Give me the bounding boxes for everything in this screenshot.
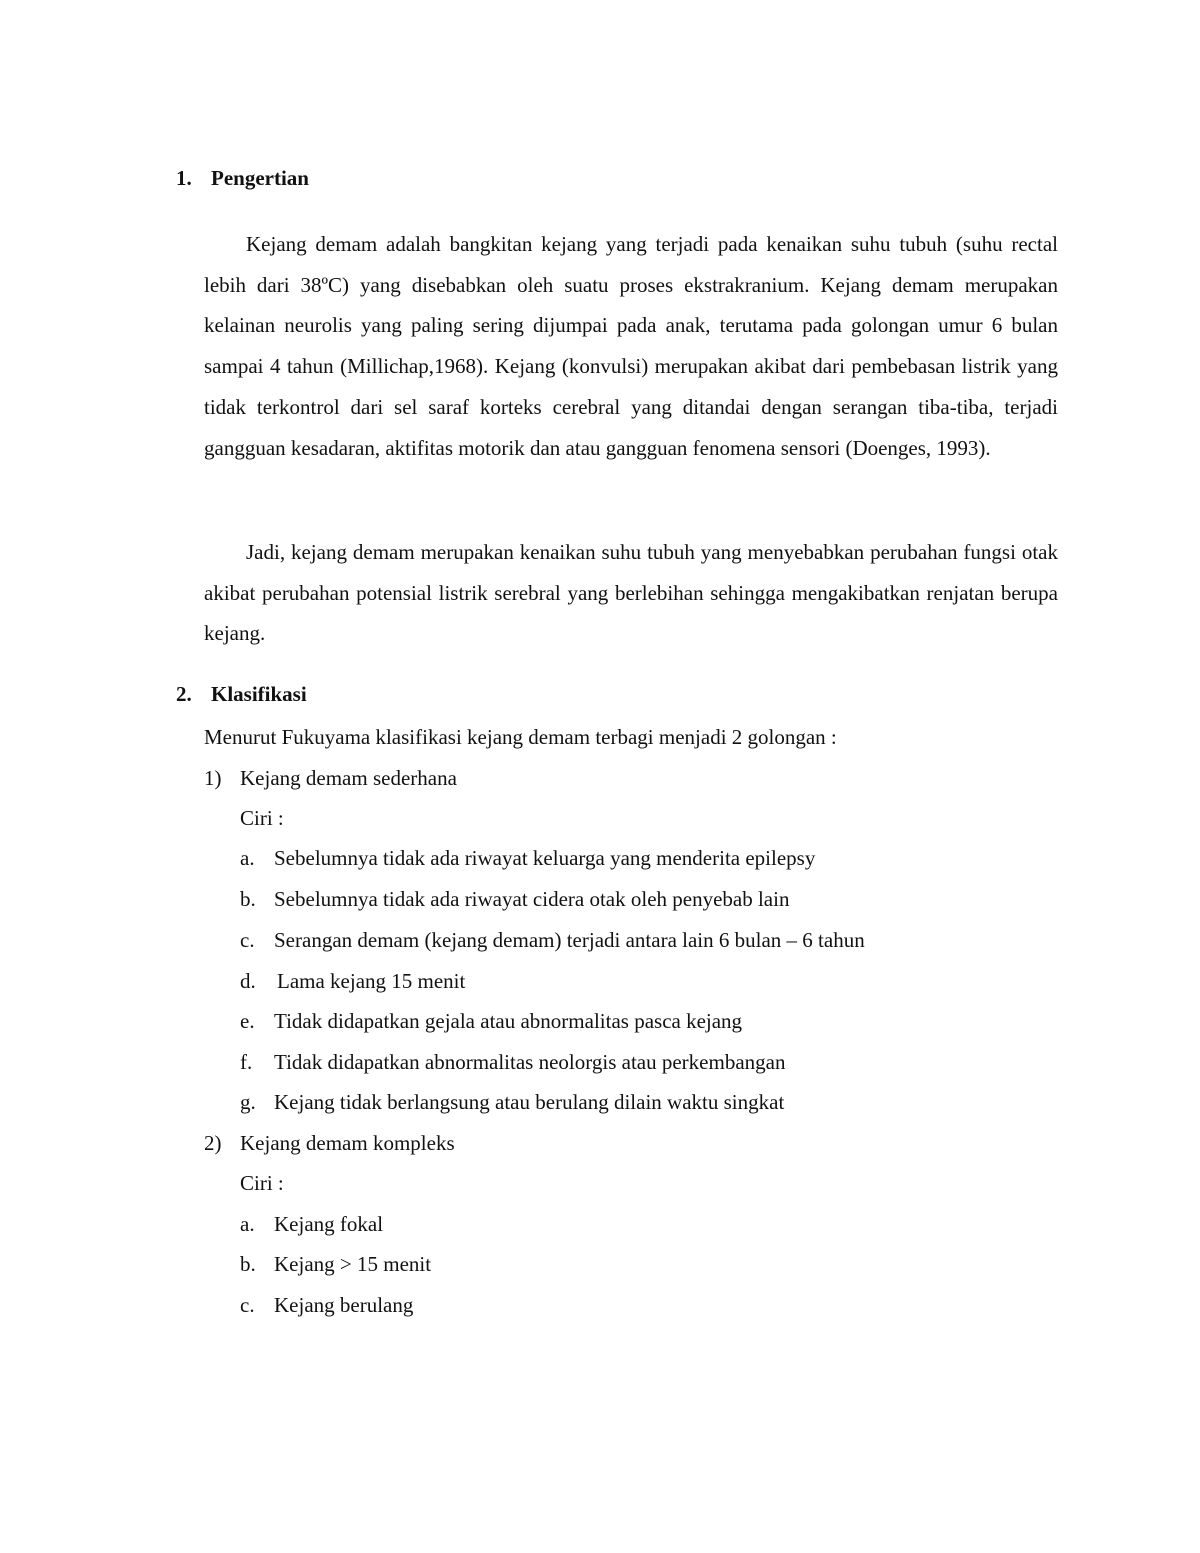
paragraph-text: Jadi, kejang demam merupakan kenaikan suhu tubuh yang menyebabkan perubahan fungsi otak akibat perubahan potensial listrik serebral yang berlebihan sehingga mengakibatkan renjatan berupa kejang. xyxy=(204,540,1058,646)
list-marker: g. xyxy=(240,1090,256,1114)
list-item xyxy=(240,1252,431,1277)
list-item xyxy=(240,1050,785,1075)
list-marker: b. xyxy=(240,887,256,911)
list-text: Lama kejang 15 menit xyxy=(277,969,466,993)
ciri-label: Ciri : xyxy=(240,1171,284,1195)
list-item xyxy=(240,887,789,912)
classification-intro: Menurut Fukuyama klasifikasi kejang demam terbagi menjadi 2 golongan : xyxy=(204,725,837,749)
list-item xyxy=(240,846,815,871)
list-item xyxy=(240,1009,742,1034)
section-number: 1. xyxy=(176,166,192,190)
list-marker: a. xyxy=(240,846,255,870)
section-heading-pengertian xyxy=(176,166,309,191)
group-marker: 2) xyxy=(204,1131,222,1155)
ciri-label: Ciri : xyxy=(240,806,284,830)
list-item xyxy=(240,969,465,994)
list-marker: b. xyxy=(240,1252,256,1276)
list-item xyxy=(240,1090,784,1115)
group-marker: 1) xyxy=(204,766,222,790)
list-marker: c. xyxy=(240,1293,255,1317)
section-number: 2. xyxy=(176,682,192,706)
list-text: Serangan demam (kejang demam) terjadi antara lain 6 bulan – 6 tahun xyxy=(274,928,865,952)
list-item xyxy=(240,1293,413,1318)
list-item xyxy=(240,928,865,953)
paragraph-definition xyxy=(204,224,1058,468)
section-title: Pengertian xyxy=(211,166,309,190)
list-text: Kejang fokal xyxy=(274,1212,384,1236)
paragraph-text: Kejang demam adalah bangkitan kejang yang terjadi pada kenaikan suhu tubuh (suhu rectal lebih dari 38ºC) yang disebabkan oleh suatu proses ekstrakranium. Kejang demam merupakan kelainan neurolis yang paling sering dijumpai pada anak, terutama pada golongan umur 6 bulan sampai 4 tahun (Millichap,1968). Kejang (konvulsi) merupakan akibat dari pembebasan listrik yang tidak terkontrol dari sel saraf korteks cerebral yang ditandai dengan serangan tiba-tiba, terjadi gangguan kesadaran, aktifitas motorik dan atau gangguan fenomena sensori (Doenges, 1993). xyxy=(204,232,1058,460)
group-heading xyxy=(204,766,457,791)
list-text: Kejang berulang xyxy=(274,1293,414,1317)
group-title: Kejang demam kompleks xyxy=(240,1131,455,1155)
list-marker: e. xyxy=(240,1009,255,1033)
list-marker: d. xyxy=(240,969,256,993)
list-text: Tidak didapatkan gejala atau abnormalitas pasca kejang xyxy=(274,1009,743,1033)
list-marker: a. xyxy=(240,1212,255,1236)
group-title: Kejang demam sederhana xyxy=(240,766,457,790)
list-text: Kejang tidak berlangsung atau berulang dilain waktu singkat xyxy=(274,1090,785,1114)
list-text: Kejang > 15 menit xyxy=(274,1252,432,1276)
group-heading xyxy=(204,1131,455,1156)
list-text: Tidak didapatkan abnormalitas neolorgis atau perkembangan xyxy=(274,1050,786,1074)
list-marker: c. xyxy=(240,928,255,952)
list-text: Sebelumnya tidak ada riwayat keluarga yang menderita epilepsy xyxy=(274,846,816,870)
list-item xyxy=(240,1212,383,1237)
section-title: Klasifikasi xyxy=(211,682,307,706)
list-text: Sebelumnya tidak ada riwayat cidera otak oleh penyebab lain xyxy=(274,887,790,911)
paragraph-conclusion xyxy=(204,532,1058,654)
section-heading-klasifikasi xyxy=(176,682,307,707)
list-marker: f. xyxy=(240,1050,253,1074)
